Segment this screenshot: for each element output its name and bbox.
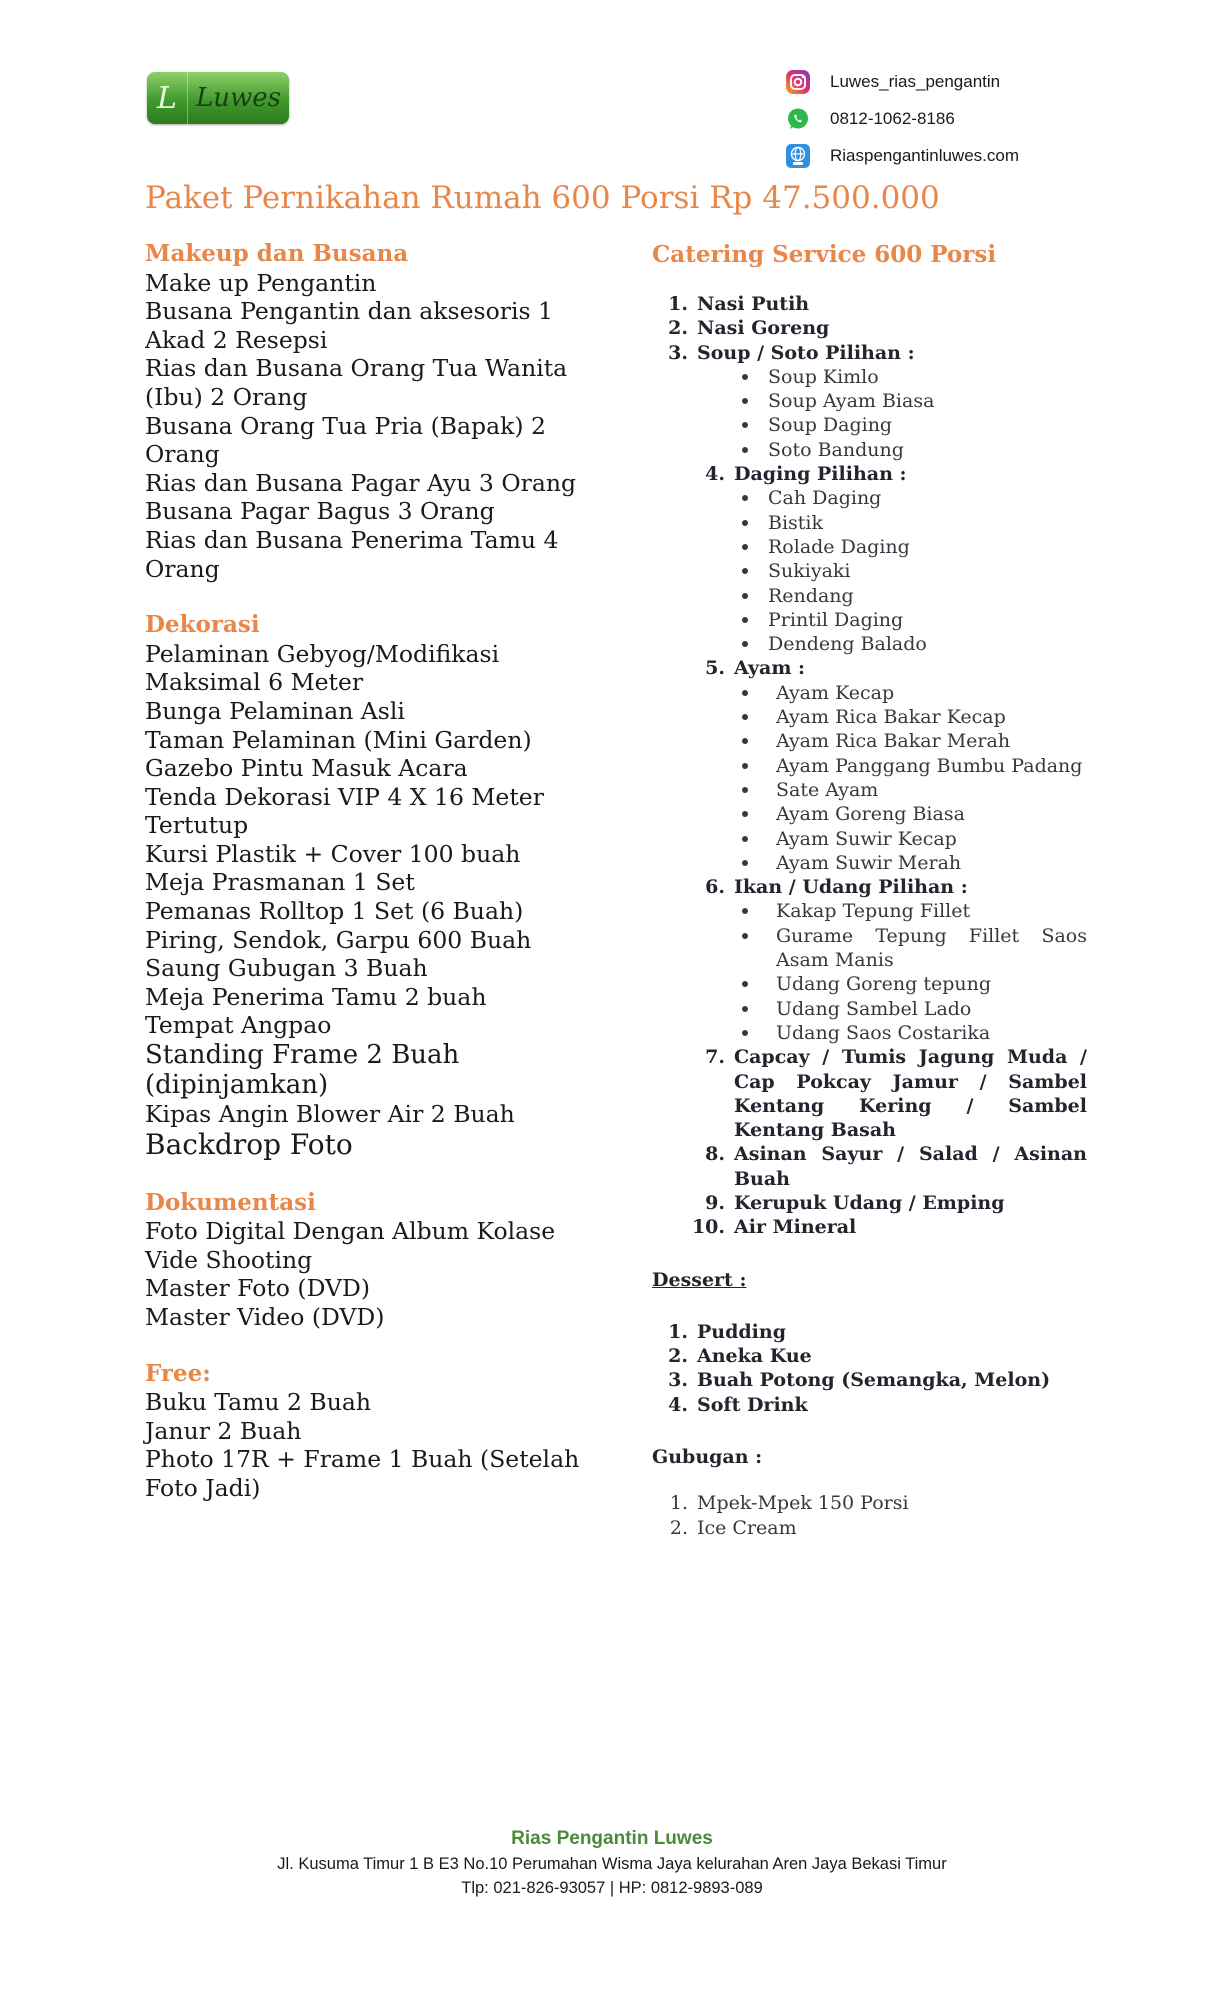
page-title: Paket Pernikahan Rumah 600 Porsi Rp 47.500.000 xyxy=(145,180,940,216)
dekorasi-item: Tempat Angpao xyxy=(145,1011,332,1040)
gubugan-heading: Gubugan : xyxy=(652,1446,763,1469)
daging-option: Cah Daging xyxy=(652,486,1087,510)
ayam-option: Sate Ayam xyxy=(652,778,1087,802)
free-item: Janur 2 Buah xyxy=(145,1416,302,1445)
makeup-item: Busana Pagar Bagus 3 Orang xyxy=(145,497,495,526)
footer-address: Jl. Kusuma Timur 1 B E3 No.10 Perumahan Wisma Jaya kelurahan Aren Jaya Bekasi Timur xyxy=(277,1855,947,1873)
daging-option: Rendang xyxy=(652,584,1087,608)
footer xyxy=(0,1826,1224,1900)
makeup-item: Rias dan Busana Orang Tua Wanita (Ibu) 2 Orang xyxy=(145,354,568,411)
free-item: Buku Tamu 2 Buah xyxy=(145,1388,371,1417)
dokumentasi-item: Master Video (DVD) xyxy=(145,1303,385,1331)
makeup-item: Rias dan Busana Penerima Tamu 4 Orang xyxy=(145,525,559,583)
soup-option: Soto Bandung xyxy=(652,438,1087,462)
contact-website xyxy=(784,142,1019,170)
catering-item: 1. Nasi Putih xyxy=(668,293,810,315)
dessert-item: 1. Pudding xyxy=(668,1320,786,1343)
ayam-option: Ayam Suwir Merah xyxy=(652,851,1087,875)
ayam-option: Ayam Panggang Bumbu Padang xyxy=(652,754,1087,778)
luwes-logo xyxy=(147,72,289,124)
dessert-item: 2. Aneka Kue xyxy=(668,1345,812,1368)
catering-item: 8. Asinan Sayur / Salad / Asinan Buah xyxy=(705,1143,1087,1190)
contact-instagram xyxy=(784,68,1000,96)
footer-phone: Tlp: 021-826-93057 | HP: 0812-9893-089 xyxy=(461,1879,763,1897)
makeup-heading: Makeup dan Busana xyxy=(145,240,409,267)
ikan-option: Udang Sambel Lado xyxy=(652,997,1087,1021)
daging-option: Dendeng Balado xyxy=(652,632,1087,656)
ikan-option: Udang Goreng tepung xyxy=(652,972,1087,996)
catering-item: 6. Ikan / Udang Pilihan : xyxy=(705,876,968,899)
dessert-item: 3. Buah Potong (Semangka, Melon) xyxy=(668,1369,1051,1392)
dekorasi-heading: Dekorasi xyxy=(145,611,260,639)
dekorasi-item: Bunga Pelaminan Asli xyxy=(145,696,405,725)
catering-item: 7. Capcay / Tumis Jagung Muda / Cap Pokcay Jamur / Sambel Kentang Kering / Sambel Kentang Basah xyxy=(705,1046,1087,1142)
catering-item: 2. Nasi Goreng xyxy=(668,317,830,340)
free-item: Photo 17R + Frame 1 Buah (Setelah Foto Jadi) xyxy=(145,1445,580,1502)
dekorasi-item: Saung Gubugan 3 Buah xyxy=(145,954,428,983)
makeup-item: Busana Orang Tua Pria (Bapak) 2 Orang xyxy=(145,411,546,469)
ayam-option: Ayam Goreng Biasa xyxy=(652,802,1087,826)
makeup-item: Busana Pengantin dan aksesoris 1 Akad 2 Resepsi xyxy=(145,297,553,354)
dekorasi-item: Gazebo Pintu Masuk Acara xyxy=(145,754,468,783)
soup-option: Soup Ayam Biasa xyxy=(652,389,1087,413)
whatsapp-icon xyxy=(784,105,812,133)
makeup-item: Rias dan Busana Pagar Ayu 3 Orang xyxy=(145,468,577,497)
logo-mark: L xyxy=(147,72,188,124)
catering-item: 4. Daging Pilihan : xyxy=(705,463,907,486)
makeup-item: Make up Pengantin xyxy=(145,268,377,297)
daging-option: Bistik xyxy=(652,511,1087,535)
dokumentasi-item: Foto Digital Dengan Album Kolase xyxy=(145,1217,556,1246)
dekorasi-item: Meja Prasmanan 1 Set xyxy=(145,868,415,897)
logo-word: Luwes xyxy=(196,83,281,113)
dekorasi-item: Kipas Angin Blower Air 2 Buah xyxy=(145,1100,515,1129)
dekorasi-item: Piring, Sendok, Garpu 600 Buah xyxy=(145,925,532,954)
daging-option: Rolade Daging xyxy=(652,535,1087,559)
ikan-option: Kakap Tepung Fillet xyxy=(652,899,1087,923)
catering-item: 5. Ayam : xyxy=(705,657,806,680)
dessert-item: 4. Soft Drink xyxy=(668,1393,808,1416)
instagram-icon xyxy=(784,68,812,96)
ayam-option: Ayam Rica Bakar Merah xyxy=(652,729,1087,753)
catering-heading: Catering Service 600 Porsi xyxy=(652,241,997,268)
whatsapp-number[interactable]: 0812-1062-8186 xyxy=(830,109,955,128)
catering-item: 3. Soup / Soto Pilihan : xyxy=(668,341,915,364)
catering-item: 10. Air Mineral xyxy=(691,1216,857,1239)
dessert-heading: Dessert : xyxy=(652,1268,747,1291)
dekorasi-item: Pemanas Rolltop 1 Set (6 Buah) xyxy=(145,897,524,926)
left-column xyxy=(145,240,585,1503)
instagram-handle[interactable]: Luwes_rias_pengantin xyxy=(830,72,1001,91)
dekorasi-item: Pelaminan Gebyog/Modifikasi Maksimal 6 Meter xyxy=(145,639,500,697)
globe-icon xyxy=(784,142,812,170)
soup-option: Soup Daging xyxy=(652,413,1087,437)
dekorasi-item: Tenda Dekorasi VIP 4 X 16 Meter Tertutup xyxy=(145,782,544,840)
ayam-option: Ayam Suwir Kecap xyxy=(652,827,1087,851)
ikan-option: Udang Saos Costarika xyxy=(652,1021,1087,1045)
ayam-option: Ayam Rica Bakar Kecap xyxy=(652,705,1087,729)
dokumentasi-item: Master Foto (DVD) xyxy=(145,1274,370,1303)
right-column xyxy=(652,240,1087,1540)
dekorasi-item: Backdrop Foto xyxy=(145,1127,353,1161)
soup-option: Soup Kimlo xyxy=(652,365,1087,389)
dekorasi-item: Standing Frame 2 Buah (dipinjamkan) xyxy=(145,1040,460,1101)
footer-brand: Rias Pengantin Luwes xyxy=(511,1828,713,1849)
dokumentasi-heading: Dokumentasi xyxy=(145,1188,316,1216)
website-url[interactable]: Riaspengantinluwes.com xyxy=(830,146,1019,165)
dekorasi-item: Kursi Plastik + Cover 100 buah xyxy=(145,839,521,868)
dokumentasi-item: Vide Shooting xyxy=(145,1245,313,1274)
gubugan-item: 2. Ice Cream xyxy=(669,1516,797,1539)
gubugan-item: 1. Mpek-Mpek 150 Porsi xyxy=(669,1492,909,1515)
contact-whatsapp xyxy=(784,105,955,133)
daging-option: Sukiyaki xyxy=(652,559,1087,583)
dekorasi-item: Taman Pelaminan (Mini Garden) xyxy=(145,725,532,754)
dekorasi-item: Meja Penerima Tamu 2 buah xyxy=(145,982,487,1011)
ikan-option: Gurame Tepung Fillet Saos Asam Manis xyxy=(652,924,1087,973)
ayam-option: Ayam Kecap xyxy=(652,681,1087,705)
catering-item: 9. Kerupuk Udang / Emping xyxy=(705,1191,1005,1214)
free-heading: Free: xyxy=(145,1359,211,1387)
daging-option: Printil Daging xyxy=(652,608,1087,632)
